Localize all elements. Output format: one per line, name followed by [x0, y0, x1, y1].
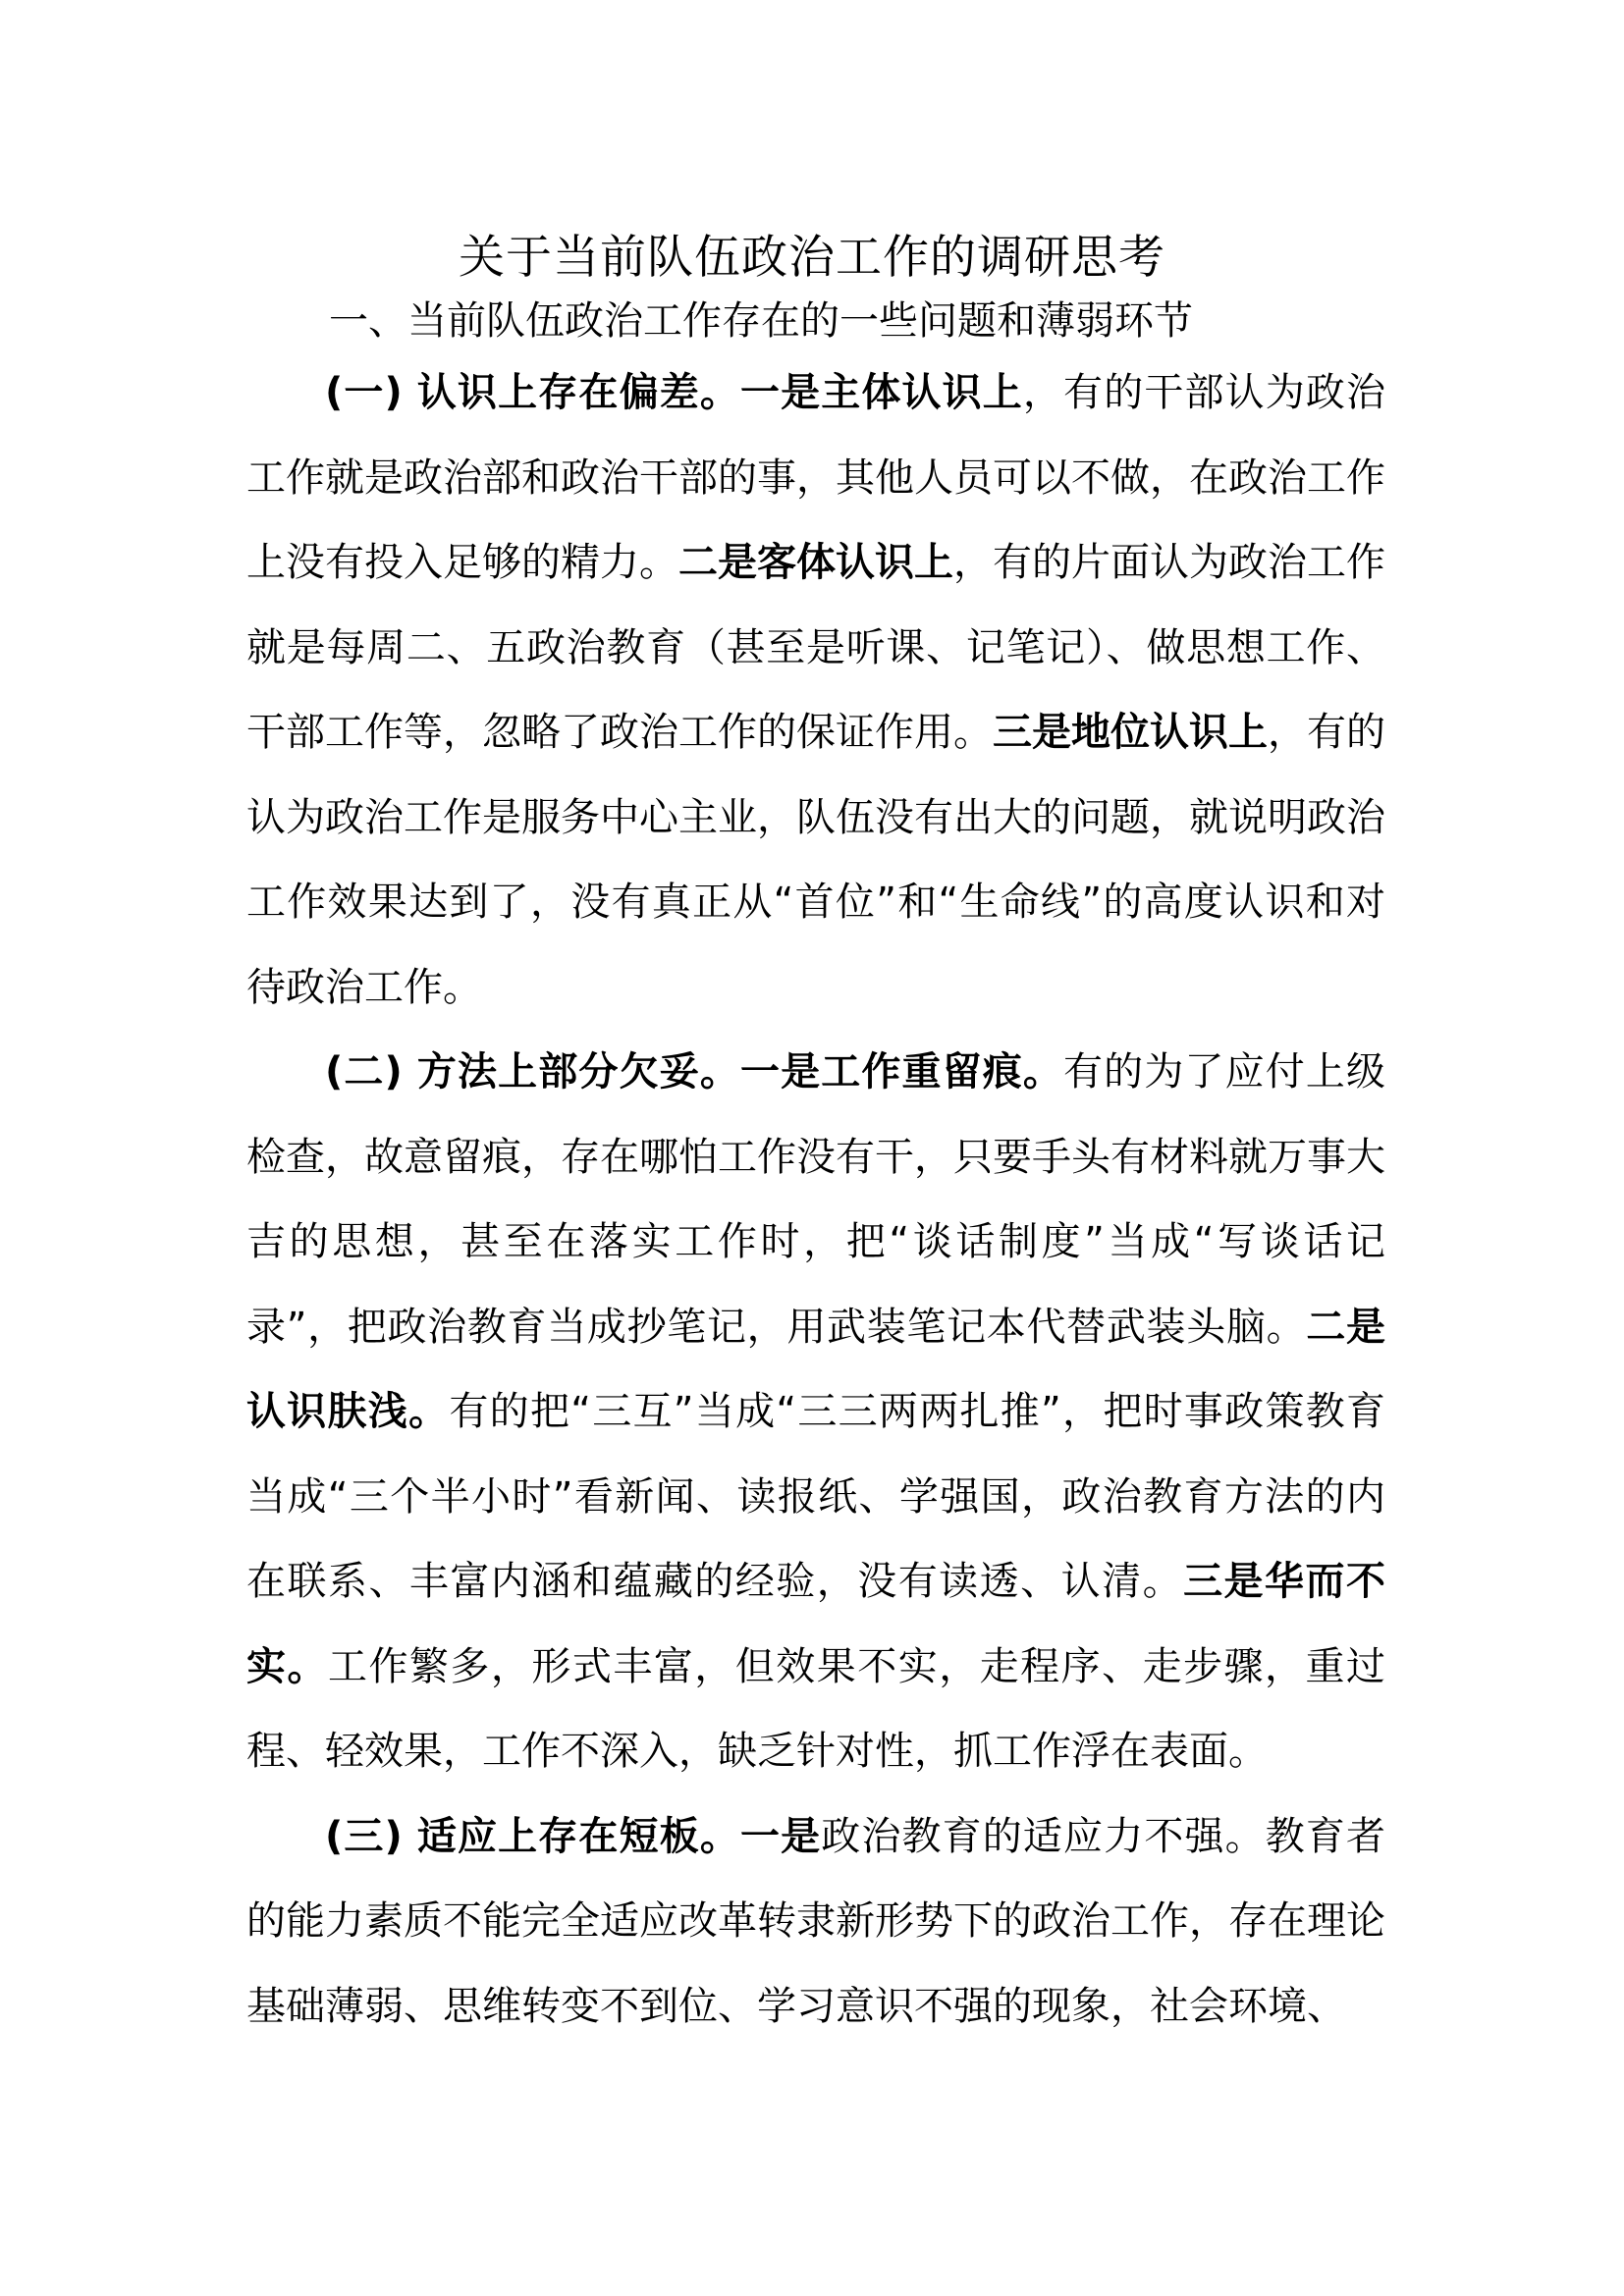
paragraph-bold: 三是华而不实。: [246, 1559, 1386, 1689]
paragraph-text: 政治教育的适应力不强。教育者的能力素质不能完全适应改革转隶新形势下的政治工作，存在理论基础薄弱、思维转变不到位、学习意识不强的现象，社会环境、: [246, 1813, 1385, 2029]
paragraph-text: ，有的认为政治工作是服务中心主业，队伍没有出大的问题，就说明政治工作效果达到了，没有真正从“首位”和“生命线”的高度认识和对待政治工作。: [246, 710, 1385, 1010]
paragraph-3: [246, 1794, 1385, 2050]
document-body: [246, 350, 1385, 2049]
paragraph-text: 工作繁多，形式丰富，但效果不实，走程序、走步骤，重过程、轻效果，工作不深入，缺乏针对性，抓工作浮在表面。: [246, 1643, 1386, 1774]
paragraph-bold: (三) 适应上存在短板。一是: [325, 1813, 822, 1859]
paragraph-text: ，有的片面认为政治工作就是每周二、五政治教育（甚至是听课、记笔记）、做思想工作、干部工作等，忽略了政治工作的保证作用。: [246, 540, 1385, 755]
paragraph-bold: 二是客体认识上: [678, 540, 953, 585]
section-heading: 一、当前队伍政治工作存在的一些问题和薄弱环节: [329, 298, 1193, 344]
document-title: 关于当前队伍政治工作的调研思考: [459, 231, 1165, 285]
paragraph-text: ，有的干部认为政治工作就是政治部和政治干部的事，其他人员可以不做，在政治工作上没有投入足够的精力。: [246, 370, 1385, 585]
paragraph-bold: (二) 方法上部分欠妥。一是工作重留痕。: [325, 1049, 1064, 1095]
paragraph-text: 有的把“三互”当成“三三两两扎推”，把时事政策教育当成“三个半小时”看新闻、读报纸、学强国，政治教育方法的内在联系、丰富内涵和蕴藏的经验，没有读透、认清。: [246, 1389, 1386, 1604]
paragraph-text: 有的为了应付上级检查，故意留痕，存在哪怕工作没有干，只要手头有材料就万事大吉的思想，甚至在落实工作时，把“谈话制度”当成“写谈话记录”，把政治教育当成抄笔记，用武装笔记本代替武装头脑。: [246, 1049, 1385, 1350]
paragraph-bold: 三是地位认识上: [993, 710, 1268, 755]
paragraph-bold: (一) 认识上存在偏差。一是主体认识上: [325, 370, 1023, 415]
paragraph-2: [246, 1030, 1385, 1794]
paragraph-1: [246, 350, 1385, 1030]
paragraph-bold: 二是认识肤浅。: [246, 1304, 1386, 1434]
